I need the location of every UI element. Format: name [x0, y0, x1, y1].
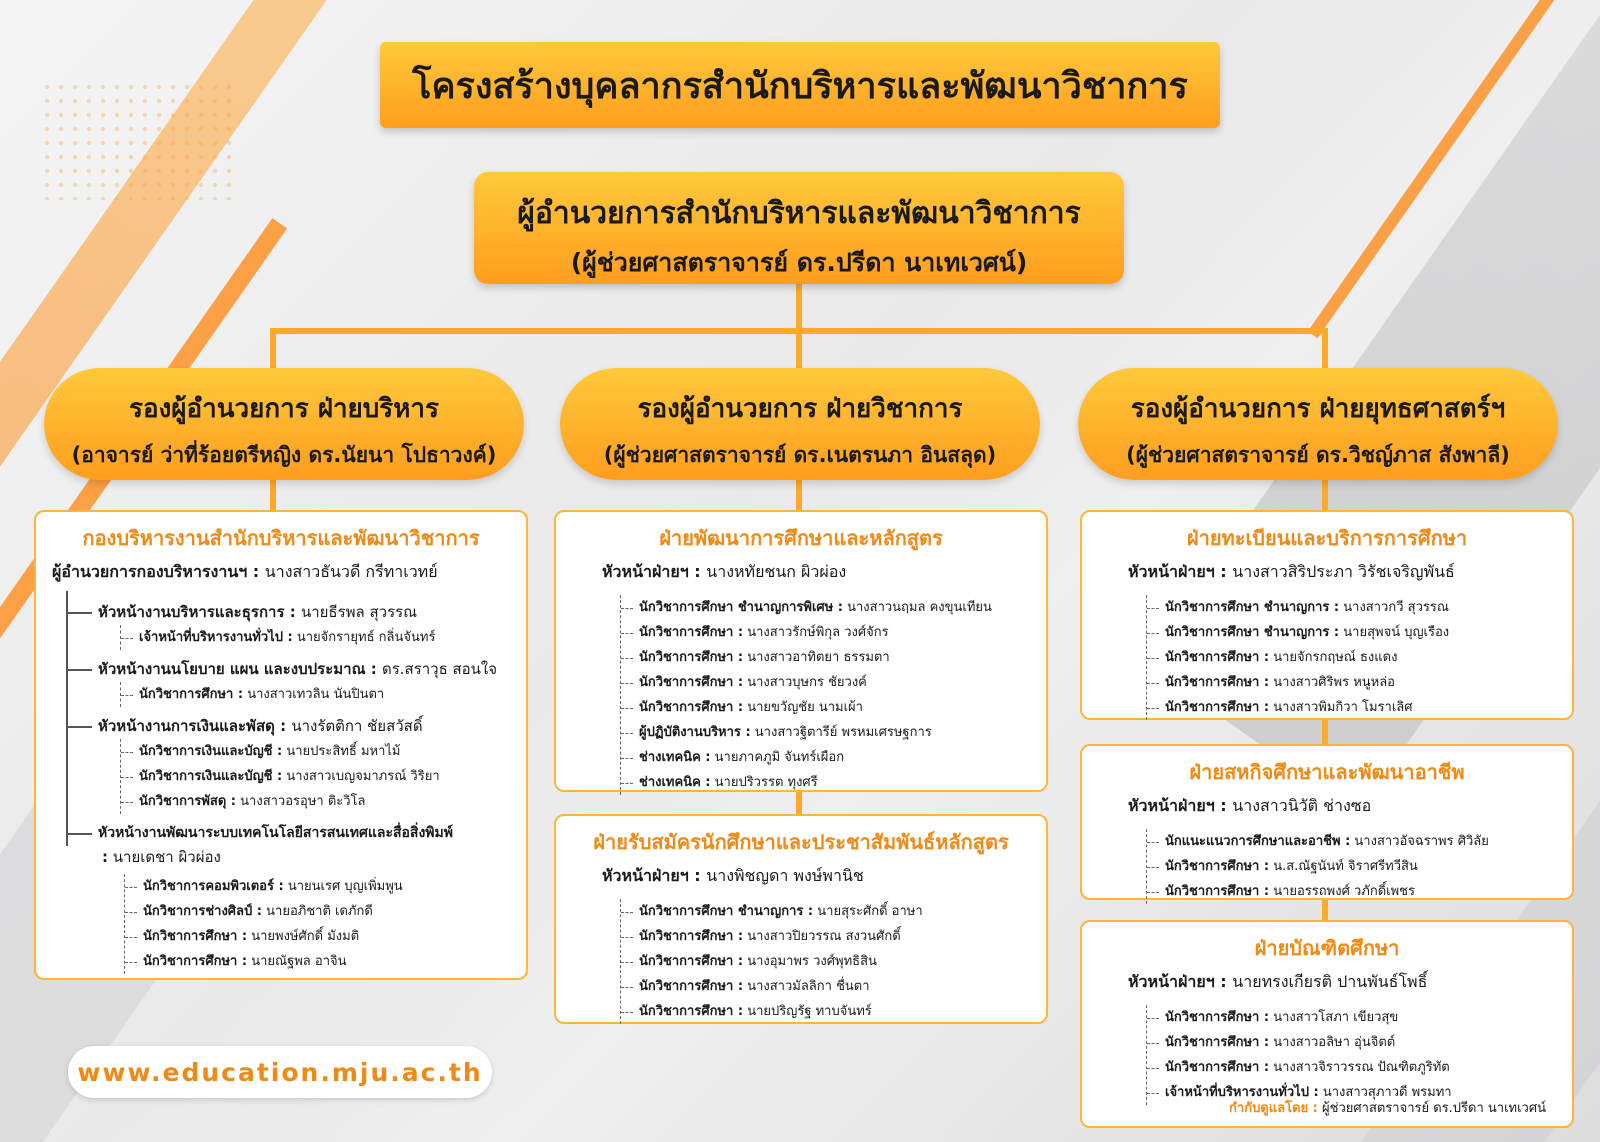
staff-row: นักวิชาการศึกษา ชำนาญการ : นางสาวกวี สุวรรณ — [1147, 595, 1572, 620]
staff-row: นักวิชาการศึกษา : นายขวัญชัย นามเผ้า — [621, 695, 1046, 720]
staff-row: นักวิชาการคอมพิวเตอร์ : นายนเรศ บุญเพิ่มพูน — [125, 874, 526, 899]
staff-list — [1146, 829, 1572, 904]
coop-division-panel — [1080, 744, 1574, 900]
staff-row: นักวิชาการศึกษา : นายพงษ์ศักดิ์ มังมติ — [125, 924, 526, 949]
section-head-cont: : นายเดชา ผิวผ่อง — [102, 848, 221, 866]
staff-row: ผู้ปฏิบัติงานบริหาร : นางสาวฐิตารีย์ พรหมเศรษฐการ — [621, 720, 1046, 745]
staff-row: นักวิชาการศึกษา ชำนาญการพิเศษ : นางสาวนฤมล คงขุนเทียน — [621, 595, 1046, 620]
staff-row: นักวิชาการศึกษา : นางสาวพิมกิวา โมราเลิศ — [1147, 695, 1572, 720]
staff-row: นักวิชาการศึกษา : นางสาวบุษกร ชัยวงค์ — [621, 670, 1046, 695]
deputy-role: รองผู้อำนวยการ ฝ่ายยุทธศาสตร์ฯ — [1130, 394, 1506, 424]
division-title: ฝ่ายสหกิจศึกษาและพัฒนาอาชีพ — [1189, 760, 1465, 784]
staff-row: นักวิชาการศึกษา : นางสาวโสภา เขียวสุข — [1147, 1005, 1572, 1030]
staff-row: นักวิชาการศึกษา : นายอรรถพงศ์ วภักดิ์เพชร — [1147, 879, 1572, 904]
staff-row: ช่างเทคนิค : นายปริวรรต ทุงศรี — [621, 770, 1046, 795]
page-title: โครงสร้างบุคลากรสำนักบริหารและพัฒนาวิชาการ — [380, 42, 1220, 128]
curriculum-division-panel — [554, 510, 1048, 792]
deputy-name: (ผู้ช่วยศาสตราจารย์ ดร.วิชญ์ภาส สังพาลี) — [1126, 443, 1510, 467]
deputy-strategy — [1078, 368, 1558, 480]
director-box — [474, 172, 1124, 284]
connector-right-down — [1322, 328, 1328, 370]
staff-row: นักวิชาการศึกษา : นางสาวจิราวรรณ ปัณฑิตภูริทัต — [1147, 1055, 1572, 1080]
supervision-note: กำกับดูแลโดย : ผู้ช่วยศาสตราจารย์ ดร.ปรีดา นาเทเวศน์ — [1229, 1101, 1546, 1116]
staff-row: นักวิชาการศึกษา : นางสาวปิยวรรณ สงวนศักดิ์ — [621, 924, 1046, 949]
division-title: ฝ่ายพัฒนาการศึกษาและหลักสูตร — [659, 526, 943, 550]
section-staff — [120, 682, 526, 707]
staff-row: นักวิชาการช่างศิลป์ : นายอภิชาติ เดภักดี — [125, 899, 526, 924]
deputy-name: (ผู้ช่วยศาสตราจารย์ ดร.เนตรนภา อินสลุด) — [603, 443, 997, 467]
admin-tree — [66, 591, 526, 846]
section-staff — [120, 739, 526, 814]
deputy-role: รองผู้อำนวยการ ฝ่ายวิชาการ — [637, 394, 963, 424]
connector-center-down — [796, 328, 802, 370]
staff-row: เจ้าหน้าที่บริหารงานทั่วไป : นายจักรายุทธ์ กลิ่นจันทร์ — [121, 625, 526, 650]
head-label: ผู้อำนวยการกองบริหารงานฯ : — [52, 562, 260, 581]
staff-list — [1146, 595, 1572, 720]
section-head: หัวหน้างานบริหารและธุรการ : นายธีรพล สุวรรณ — [68, 599, 526, 625]
division-head: หัวหน้าฝ่ายฯ : นางสาวสิริประภา วิรัชเจริญพันธ์ — [1128, 562, 1455, 581]
staff-row: นักวิชาการศึกษา : นายจักรกฤษณ์ ธงแดง — [1147, 645, 1572, 670]
connector-center-panel — [796, 480, 802, 510]
staff-row: นักวิชาการศึกษา : นางสาวอาทิตยา ธรรมตา — [621, 645, 1046, 670]
division-title: ฝ่ายทะเบียนและบริการการศึกษา — [1186, 526, 1468, 550]
graduate-division-panel — [1080, 920, 1574, 1128]
deputy-academic — [560, 368, 1040, 480]
staff-row: เจ้าหน้าที่บริหารงานทั่วไป : นางสาวสุภาวดี พรมทา — [1147, 1080, 1572, 1105]
connector-right-panel — [1322, 480, 1328, 510]
connector-right-panels-1 — [1322, 718, 1328, 744]
section-head: หัวหน้างานพัฒนาระบบเทคโนโลยีสารสนเทศและสื่อสิ่งพิมพ์ — [68, 820, 526, 846]
staff-row: ช่างเทคนิค : นายภาคภูมิ จันทร์เผือก — [621, 745, 1046, 770]
staff-row: นักวิชาการศึกษา : นางสาวเทวลิน นันปินตา — [121, 682, 526, 707]
admission-division-panel — [554, 814, 1048, 1024]
section-head: หัวหน้างานนโยบาย แผน และงบประมาณ : ดร.สราวุธ สอนใจ — [68, 656, 526, 682]
section-staff — [120, 625, 526, 650]
staff-row: นักแนะแนวการศึกษาและอาชีพ : นางสาวอัจฉราพร ศิวิลัย — [1147, 829, 1572, 854]
director-name: (ผู้ช่วยศาสตราจารย์ ดร.ปรีดา นาเทเวศน์) — [570, 248, 1028, 277]
division-head: หัวหน้าฝ่ายฯ : นายทรงเกียรติ ปานพันธ์โพธิ์ — [1128, 972, 1428, 991]
connector-left-down — [270, 328, 276, 370]
director-role: ผู้อำนวยการสำนักบริหารและพัฒนาวิชาการ — [517, 196, 1081, 231]
division-title: ฝ่ายบัณฑิตศึกษา — [1254, 936, 1400, 960]
staff-row: นักวิชาการเงินและบัญชี : นางสาวเบญจมาภรณ์ วิริยา — [121, 764, 526, 789]
staff-row: นักวิชาการพัสดุ : นางสาวอรอุษา ติะวิโล — [121, 789, 526, 814]
staff-row: นักวิชาการศึกษา ชำนาญการ : นายสุระศักดิ์ อาษา — [621, 899, 1046, 924]
staff-list — [620, 595, 1046, 795]
staff-row: นักวิชาการศึกษา : นางสาวรักษ์พิกุล วงศ์จักร — [621, 620, 1046, 645]
deputy-admin — [44, 368, 524, 480]
staff-row: นักวิชาการศึกษา : นางอุมาพร วงศ์พุทธิสิน — [621, 949, 1046, 974]
division-head: หัวหน้าฝ่ายฯ : นางสาวนิวัติ ช่างซอ — [1128, 796, 1372, 815]
staff-row: นักวิชาการศึกษา : นางสาวอลิษา อุ่นจิตต์ — [1147, 1030, 1572, 1055]
staff-row: นักวิชาการศึกษา : นางสาวมัลลิกา ชื่นตา — [621, 974, 1046, 999]
staff-row: นักวิชาการศึกษา : น.ส.ณัฐนันท์ จิราศรีทวีสิน — [1147, 854, 1572, 879]
staff-row: นักวิชาการเงินและบัญชี : นายประสิทธิ์ มหาไม้ — [121, 739, 526, 764]
connector-left-panel — [270, 480, 276, 510]
deputy-name: (อาจารย์ ว่าที่ร้อยตรีหญิง ดร.นัยนา โปธาวงค์) — [71, 443, 497, 467]
staff-row: นักวิชาการศึกษา ชำนาญการ : นายสุพจน์ บุญเรือง — [1147, 620, 1572, 645]
connector-director-down — [796, 284, 802, 330]
deputy-role: รองผู้อำนวยการ ฝ่ายบริหาร — [129, 394, 439, 424]
division-head — [52, 560, 526, 585]
division-head: หัวหน้าฝ่ายฯ : นางหทัยชนก ผิวผ่อง — [602, 562, 847, 581]
division-head: หัวหน้าฝ่ายฯ : นางพิชญดา พงษ์พานิช — [602, 866, 864, 885]
division-title: กองบริหารงานสำนักบริหารและพัฒนาวิชาการ — [82, 526, 480, 550]
registration-division-panel — [1080, 510, 1574, 720]
staff-row: นักวิชาการศึกษา : นายณัฐพล อาจิน — [125, 949, 526, 974]
website-link[interactable]: www.education.mju.ac.th — [68, 1046, 492, 1098]
division-title: ฝ่ายรับสมัครนักศึกษาและประชาสัมพันธ์หลักสูตร — [593, 830, 1009, 854]
section-head: หัวหน้างานการเงินและพัสดุ : นางรัตติกา ชัยสวัสดิ์ — [68, 713, 526, 739]
staff-row: นักวิชาการศึกษา : นายปริญรัฐ ทาบจันทร์ — [621, 999, 1046, 1024]
section-staff — [124, 874, 526, 974]
admin-division-panel — [34, 510, 528, 980]
staff-row: นักวิชาการศึกษา : นางสาวศิริพร หนูหล่อ — [1147, 670, 1572, 695]
staff-list — [620, 899, 1046, 1024]
staff-list — [1146, 1005, 1572, 1105]
head-name: นางสาวธันวดี กรีทาเวทย์ — [264, 562, 438, 581]
